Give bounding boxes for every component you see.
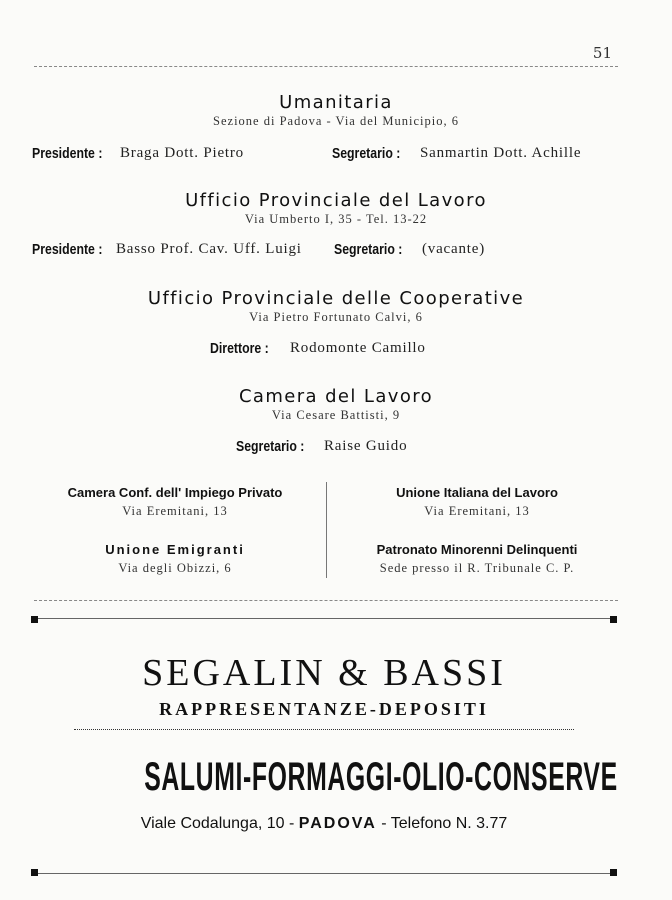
company-name: SEGALIN & BASSI bbox=[142, 652, 506, 694]
person-name: Sanmartin Dott. Achille bbox=[420, 145, 582, 161]
role-label: Presidente : bbox=[32, 145, 103, 162]
company-address bbox=[34, 815, 614, 833]
ufficio-lavoro-title: Ufficio Provinciale del Lavoro bbox=[185, 190, 487, 211]
person-name: Braga Dott. Pietro bbox=[120, 145, 244, 161]
ufficio-cooperative-address: Via Pietro Fortunato Calvi, 6 bbox=[249, 310, 423, 324]
unione-italiana-address: Via Eremitani, 13 bbox=[424, 504, 530, 518]
patronato-address: Sede presso il R. Tribunale C. P. bbox=[379, 561, 575, 575]
patronato-title: Patronato Minorenni Delinquenti bbox=[376, 542, 578, 557]
corner-mark bbox=[610, 869, 617, 876]
page-number: 51 bbox=[592, 44, 612, 62]
advertisement-box bbox=[34, 618, 618, 874]
ufficio-lavoro-address: Via Umberto I, 35 - Tel. 13-22 bbox=[244, 212, 428, 226]
role-label: Segretario : bbox=[334, 241, 403, 258]
company-subtitle: RAPPRESENTANZE-DEPOSITI bbox=[159, 699, 489, 719]
umanitaria-address: Sezione di Padova - Via del Municipio, 6 bbox=[213, 114, 459, 128]
unione-italiana-title: Unione Italiana del Lavoro bbox=[396, 485, 558, 500]
role-label: Presidente : bbox=[32, 241, 103, 258]
person-name: Raise Guido bbox=[324, 438, 408, 454]
top-rule bbox=[34, 66, 618, 67]
corner-mark bbox=[610, 616, 617, 623]
mid-rule bbox=[34, 600, 618, 601]
unione-emigranti-title: Unione Emigranti bbox=[105, 542, 245, 557]
street-address: Viale Codalunga, 10 - bbox=[140, 815, 295, 832]
person-name: Basso Prof. Cav. Uff. Luigi bbox=[116, 241, 302, 257]
camera-lavoro-title: Camera del Lavoro bbox=[238, 386, 434, 407]
role-label: Segretario : bbox=[332, 145, 401, 162]
telephone: - Telefono N. 3.77 bbox=[381, 815, 508, 832]
person-name: (vacante) bbox=[422, 241, 485, 257]
corner-mark bbox=[31, 616, 38, 623]
role-label: Segretario : bbox=[236, 438, 305, 455]
city-name: PADOVA bbox=[298, 815, 377, 832]
camera-conf-title: Camera Conf. dell' Impiego Privato bbox=[67, 485, 283, 500]
column-divider bbox=[326, 482, 327, 578]
umanitaria-title: Umanitaria bbox=[279, 92, 393, 113]
camera-conf-address: Via Eremitani, 13 bbox=[122, 504, 228, 518]
dotted-divider bbox=[74, 729, 574, 730]
unione-emigranti-address: Via degli Obizzi, 6 bbox=[118, 561, 232, 575]
ufficio-cooperative-title: Ufficio Provinciale delle Cooperative bbox=[147, 288, 525, 309]
corner-mark bbox=[31, 869, 38, 876]
camera-lavoro-address: Via Cesare Battisti, 9 bbox=[271, 408, 401, 422]
company-goods: SALUMI-FORMAGGI-OLIO-CONSERVE bbox=[144, 755, 618, 799]
person-name: Rodomonte Camillo bbox=[290, 340, 426, 356]
role-label: Direttore : bbox=[210, 340, 269, 357]
